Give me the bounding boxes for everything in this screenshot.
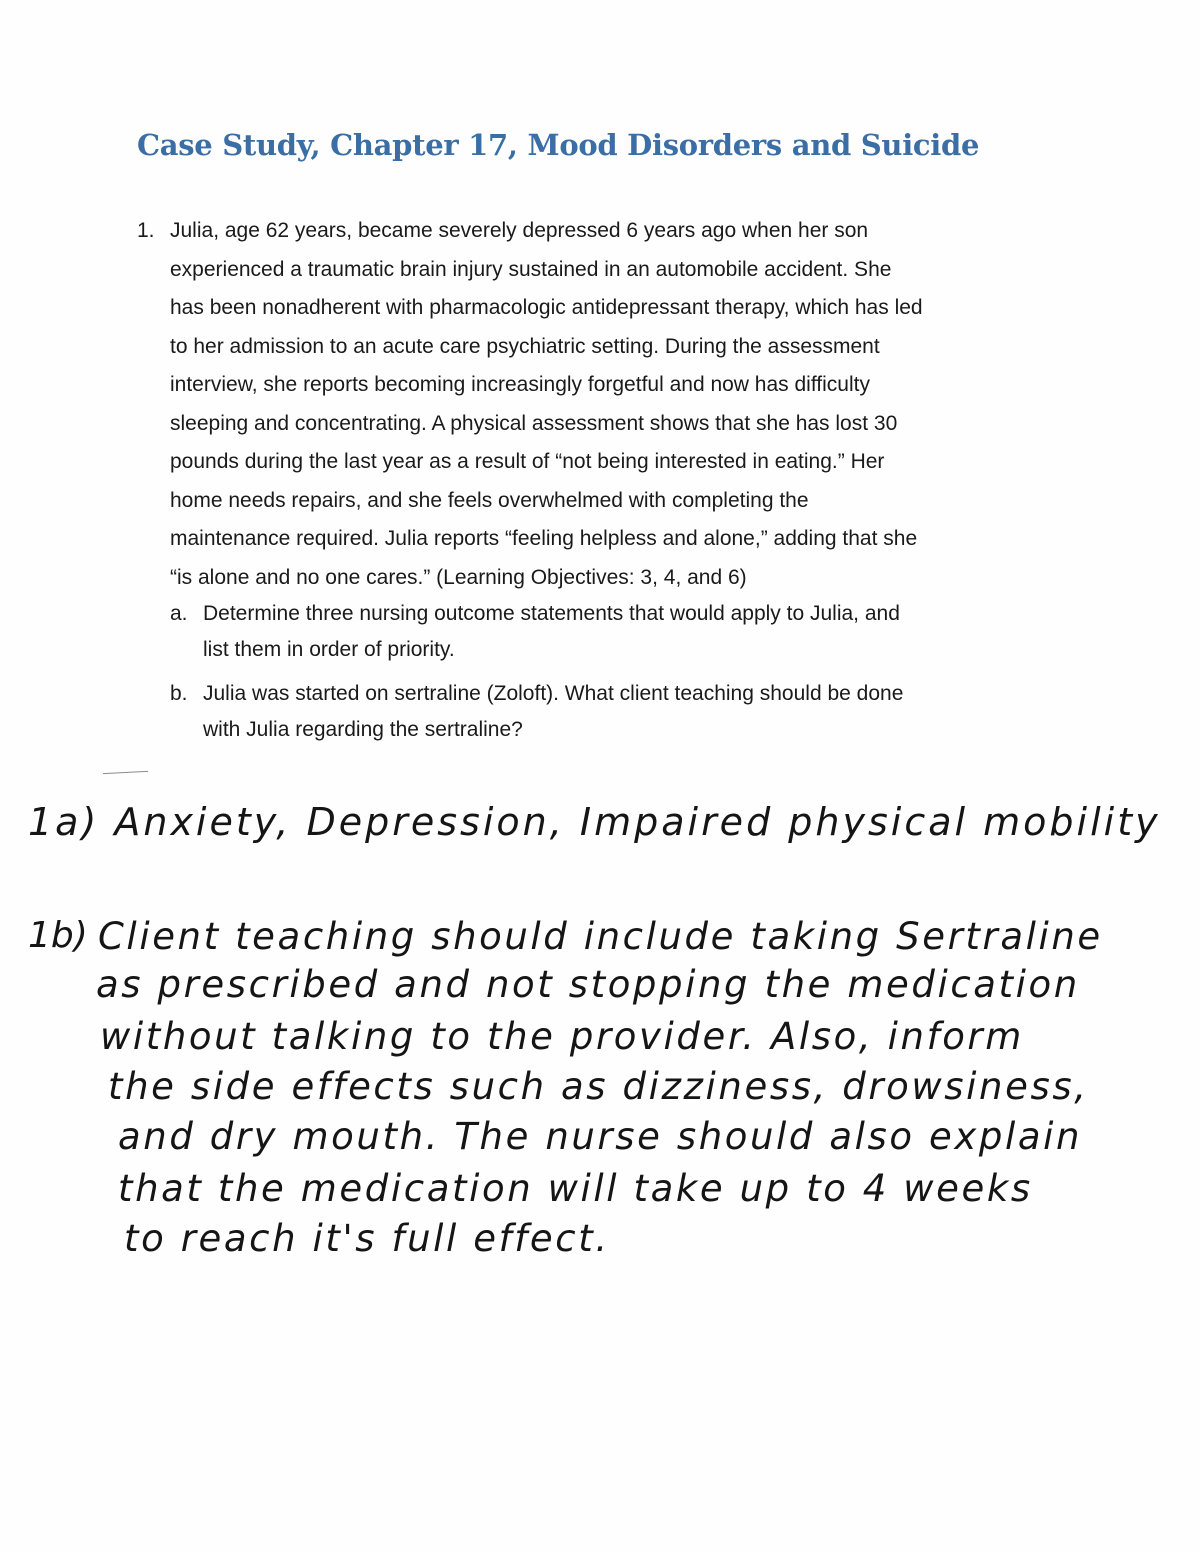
sub-question-a-line: Determine three nursing outcome statements that would apply to Julia, and [203, 602, 900, 625]
question-line: to her admission to an acute care psychiatric setting. During the assessment [170, 334, 880, 358]
sub-question-b-label: b. [170, 682, 188, 705]
sub-question-a-text [203, 596, 1073, 668]
handwritten-answer-b-line: that the medication will take up to 4 weeks [118, 1167, 1033, 1210]
question-line: has been nonadherent with pharmacologic antidepressant therapy, which has led [170, 296, 923, 319]
sub-question-b-line: Julia was started on sertraline (Zoloft). What client teaching should be done [203, 682, 904, 705]
question-number: 1. [137, 219, 155, 242]
question-line: interview, she reports becoming increasingly forgetful and now has difficulty [170, 373, 870, 396]
handwritten-answer-b-line: to reach it's full effect. [124, 1217, 610, 1260]
sub-question-a-label: a. [170, 602, 188, 625]
question-line: home needs repairs, and she feels overwhelmed with completing the [170, 488, 809, 512]
question-line: maintenance required. Julia reports “feeling helpless and alone,” adding that she [170, 527, 918, 550]
question-line: experienced a traumatic brain injury sustained in an automobile accident. She [170, 257, 892, 281]
question-text [170, 212, 1070, 597]
question-line: sleeping and concentrating. A physical assessment shows that she has lost 30 [170, 411, 898, 435]
page-title: Case Study, Chapter 17, Mood Disorders and Suicide [137, 128, 980, 162]
handwritten-answer-b-line: as prescribed and not stopping the medication [96, 963, 1080, 1006]
question-line: pounds during the last year as a result of “not being interested in eating.” Her [170, 450, 885, 473]
handwritten-answer-b-line: without talking to the provider. Also, inform [100, 1015, 1024, 1058]
handwritten-answer-a: 1a) Anxiety, Depression, Impaired physical mobility [28, 800, 1161, 844]
stray-pen-mark [103, 771, 148, 774]
sub-question-b-text [203, 676, 1073, 748]
question-line: “is alone and no one cares.” (Learning Objectives: 3, 4, and 6) [170, 565, 747, 589]
handwritten-answer-b-label: 1b) [28, 915, 88, 956]
handwritten-answer-b-line: the side effects such as dizziness, drowsiness, [108, 1065, 1089, 1108]
question-line: Julia, age 62 years, became severely depressed 6 years ago when her son [170, 219, 869, 242]
sub-question-b-line: with Julia regarding the sertraline? [203, 718, 523, 741]
handwritten-answer-b-line: Client teaching should include taking Sertraline [98, 915, 1103, 958]
handwritten-answer-b-line: and dry mouth. The nurse should also explain [118, 1115, 1083, 1158]
sub-question-a-line: list them in order of priority. [203, 638, 455, 661]
